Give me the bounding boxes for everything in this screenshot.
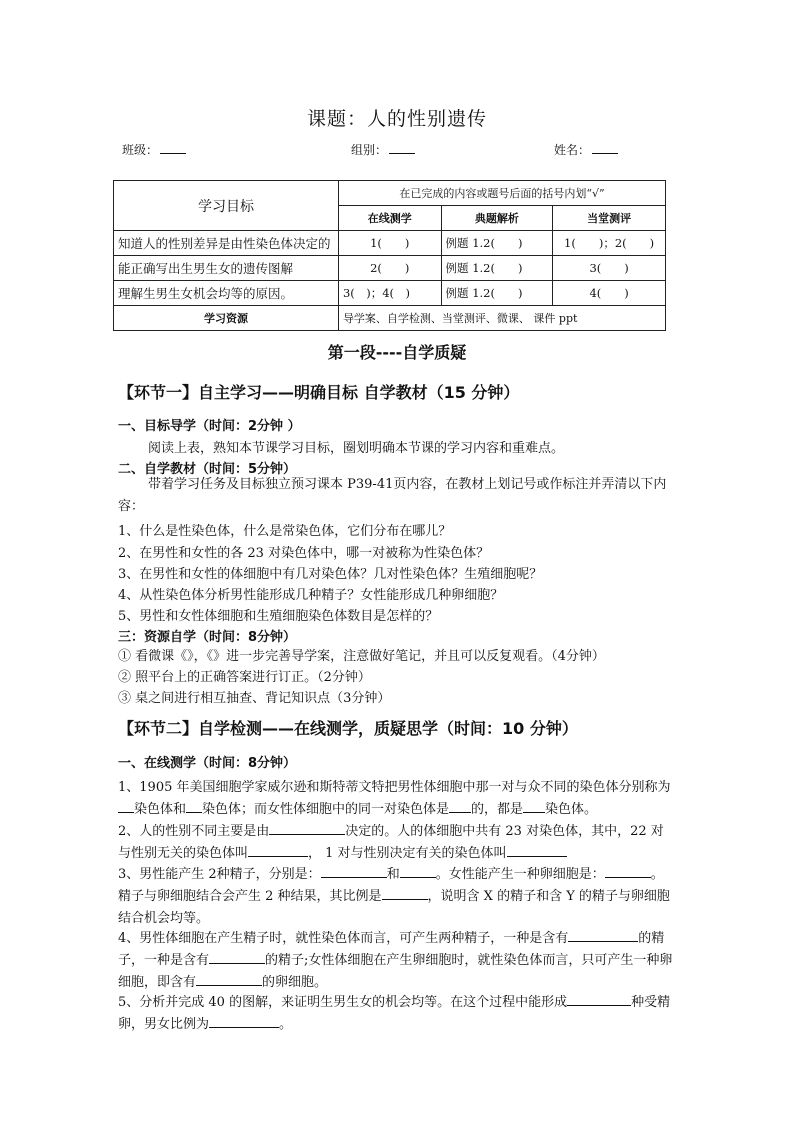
question-item: 5、男性和女性体细胞和生殖细胞染色体数目是怎样的？ [118,609,439,624]
question-item: 1、什么是性染色体，什么是常染色体，它们分布在哪儿？ [118,524,452,539]
resource-label: 学习资源 [114,306,339,331]
answer-blank[interactable] [605,865,651,878]
subheading-resources: 三：资源自学（时间：8分钟） [118,630,297,645]
answer-blank[interactable] [209,951,265,964]
name-label: 姓名： [554,143,591,157]
goal-cell: 能正确写出生男生女的遗传图解 [114,256,339,281]
question-1: 1、1905 年美国细胞学家威尔逊和斯特蒂文特把男性体细胞中那一对与众不同的染色体分别称为染色体和 染色体；而女性体细胞中的同一对染色体是 的，都是 染色体。 [118,780,671,817]
question-item: 3、在男性和女性的体细胞中有几对染色体？几对性染色体？生殖细胞呢？ [118,567,543,582]
answer-blank[interactable] [449,800,471,813]
answer-blank[interactable] [196,973,262,986]
group-field [351,141,415,158]
answer-blank[interactable] [507,844,567,857]
answer-blank[interactable] [400,865,436,878]
group-blank[interactable] [389,142,415,154]
column-header: 当堂测评 [553,206,666,231]
table-row [114,256,666,281]
question-item: 2、在男性和女性的各 23 对染色体中，哪一对被称为性染色体？ [118,546,490,561]
check-cell[interactable]: 2( ) [338,256,441,281]
answer-blank[interactable] [269,822,345,835]
body-text: 阅读上表，熟知本节课学习目标，圈划明确本节课的学习内容和重难点。 [148,441,565,456]
name-field [554,141,618,158]
answer-blank[interactable] [523,800,545,813]
check-cell[interactable]: 4( ) [553,281,666,306]
check-cell[interactable]: 3( )；4( ) [338,281,441,306]
class-field [122,141,186,158]
goal-cell: 理解生男生女机会均等的原因。 [114,281,339,306]
link-heading-1: 【环节一】自主学习——明确目标 自学教材（15 分钟） [118,383,520,402]
check-cell[interactable]: 1( )；2( ) [553,231,666,256]
check-cell[interactable]: 1( ) [338,231,441,256]
answer-blank[interactable] [382,887,428,900]
resource-value: 导学案、自学检测、当堂测评、微课、 课件 ppt [338,306,665,331]
check-cell[interactable]: 3( ) [553,256,666,281]
page-title: 课题：人的性别遗传 [306,108,487,130]
resource-item: ① 看微课《》，《》进一步完善导学案，注意做好笔记，并且可以反复观看。（4分钟） [118,649,605,664]
subheading-self-study: 二、自学教材（时间：5分钟） [118,462,297,477]
class-label: 班级： [122,143,159,157]
body-text: 带着学习任务及目标独立预习课本 P39-41页内容，在教材上划记号或作标注并弄清以下内容： [118,477,667,514]
table-row [114,306,666,331]
answer-blank[interactable] [321,865,387,878]
subheading-online-test: 一、在线测学（时间：8分钟） [118,756,297,771]
table-row [114,231,666,256]
check-cell[interactable]: 例题 1.2( ) [441,231,553,256]
column-header: 典题解析 [441,206,553,231]
name-blank[interactable] [592,142,618,154]
check-cell[interactable]: 例题 1.2( ) [441,281,553,306]
goals-table [113,180,666,331]
answer-blank[interactable] [118,800,134,813]
answer-blank[interactable] [209,1015,279,1028]
question-2: 2、人的性别不同主要是由 决定的。人的体细胞中共有 23 对染色体，其中，22 对与性别无关的染色体叫 ， 1 对与性别决定有关的染色体叫 [118,824,664,861]
class-blank[interactable] [160,142,186,154]
section-heading: 第一段----自学质疑 [327,343,467,362]
answer-blank[interactable] [567,993,631,1006]
column-header: 在线测学 [338,206,441,231]
answer-blank[interactable] [248,844,308,857]
question-4: 4、男性体细胞在产生精子时，就性染色体而言，可产生两种精子，一种是含有 的精子，一种是含有 的精子;女性体细胞在产生卵细胞时，就性染色体而言，只可产生一种卵细胞，即含有 的卵细胞。 [118,931,673,990]
goal-cell: 知道人的性别差异是由性染色体决定的 [114,231,339,256]
group-label: 组别： [351,143,388,157]
answer-blank[interactable] [568,929,638,942]
goals-instruction: 在已完成的内容或题号后面的括号内划“√” [338,181,665,206]
link-heading-2: 【环节二】自学检测——在线测学，质疑思学（时间：10 分钟） [118,719,578,738]
resource-item: ③ 桌之间进行相互抽查、背记知识点（3分钟） [118,691,391,706]
answer-blank[interactable] [186,800,202,813]
check-cell[interactable]: 例题 1.2( ) [441,256,553,281]
subheading-goal-guide: 一、目标导学（时间：2分钟 ） [118,419,301,434]
resource-item: ② 照平台上的正确答案进行订正。（2分钟） [118,670,371,685]
question-3: 3、男性能产生 2种精子，分别是： 和 。女性能产生一种卵细胞是： 。精子与卵细胞结合会产生 2 种结果，其比例是 ，说明含 X 的精子和含 Y 的精子与卵细胞结合机会均等。 [118,867,670,926]
table-row [114,281,666,306]
question-5: 5、分析并完成 40 的图解，来证明生男生女的机会均等。在这个过程中能形成 种受精卵，男女比例为 。 [118,995,671,1032]
question-item: 4、从性染色体分析男性能形成几种精子？女性能形成几种卵细胞？ [118,588,504,603]
goals-header-cell: 学习目标 [114,181,339,231]
